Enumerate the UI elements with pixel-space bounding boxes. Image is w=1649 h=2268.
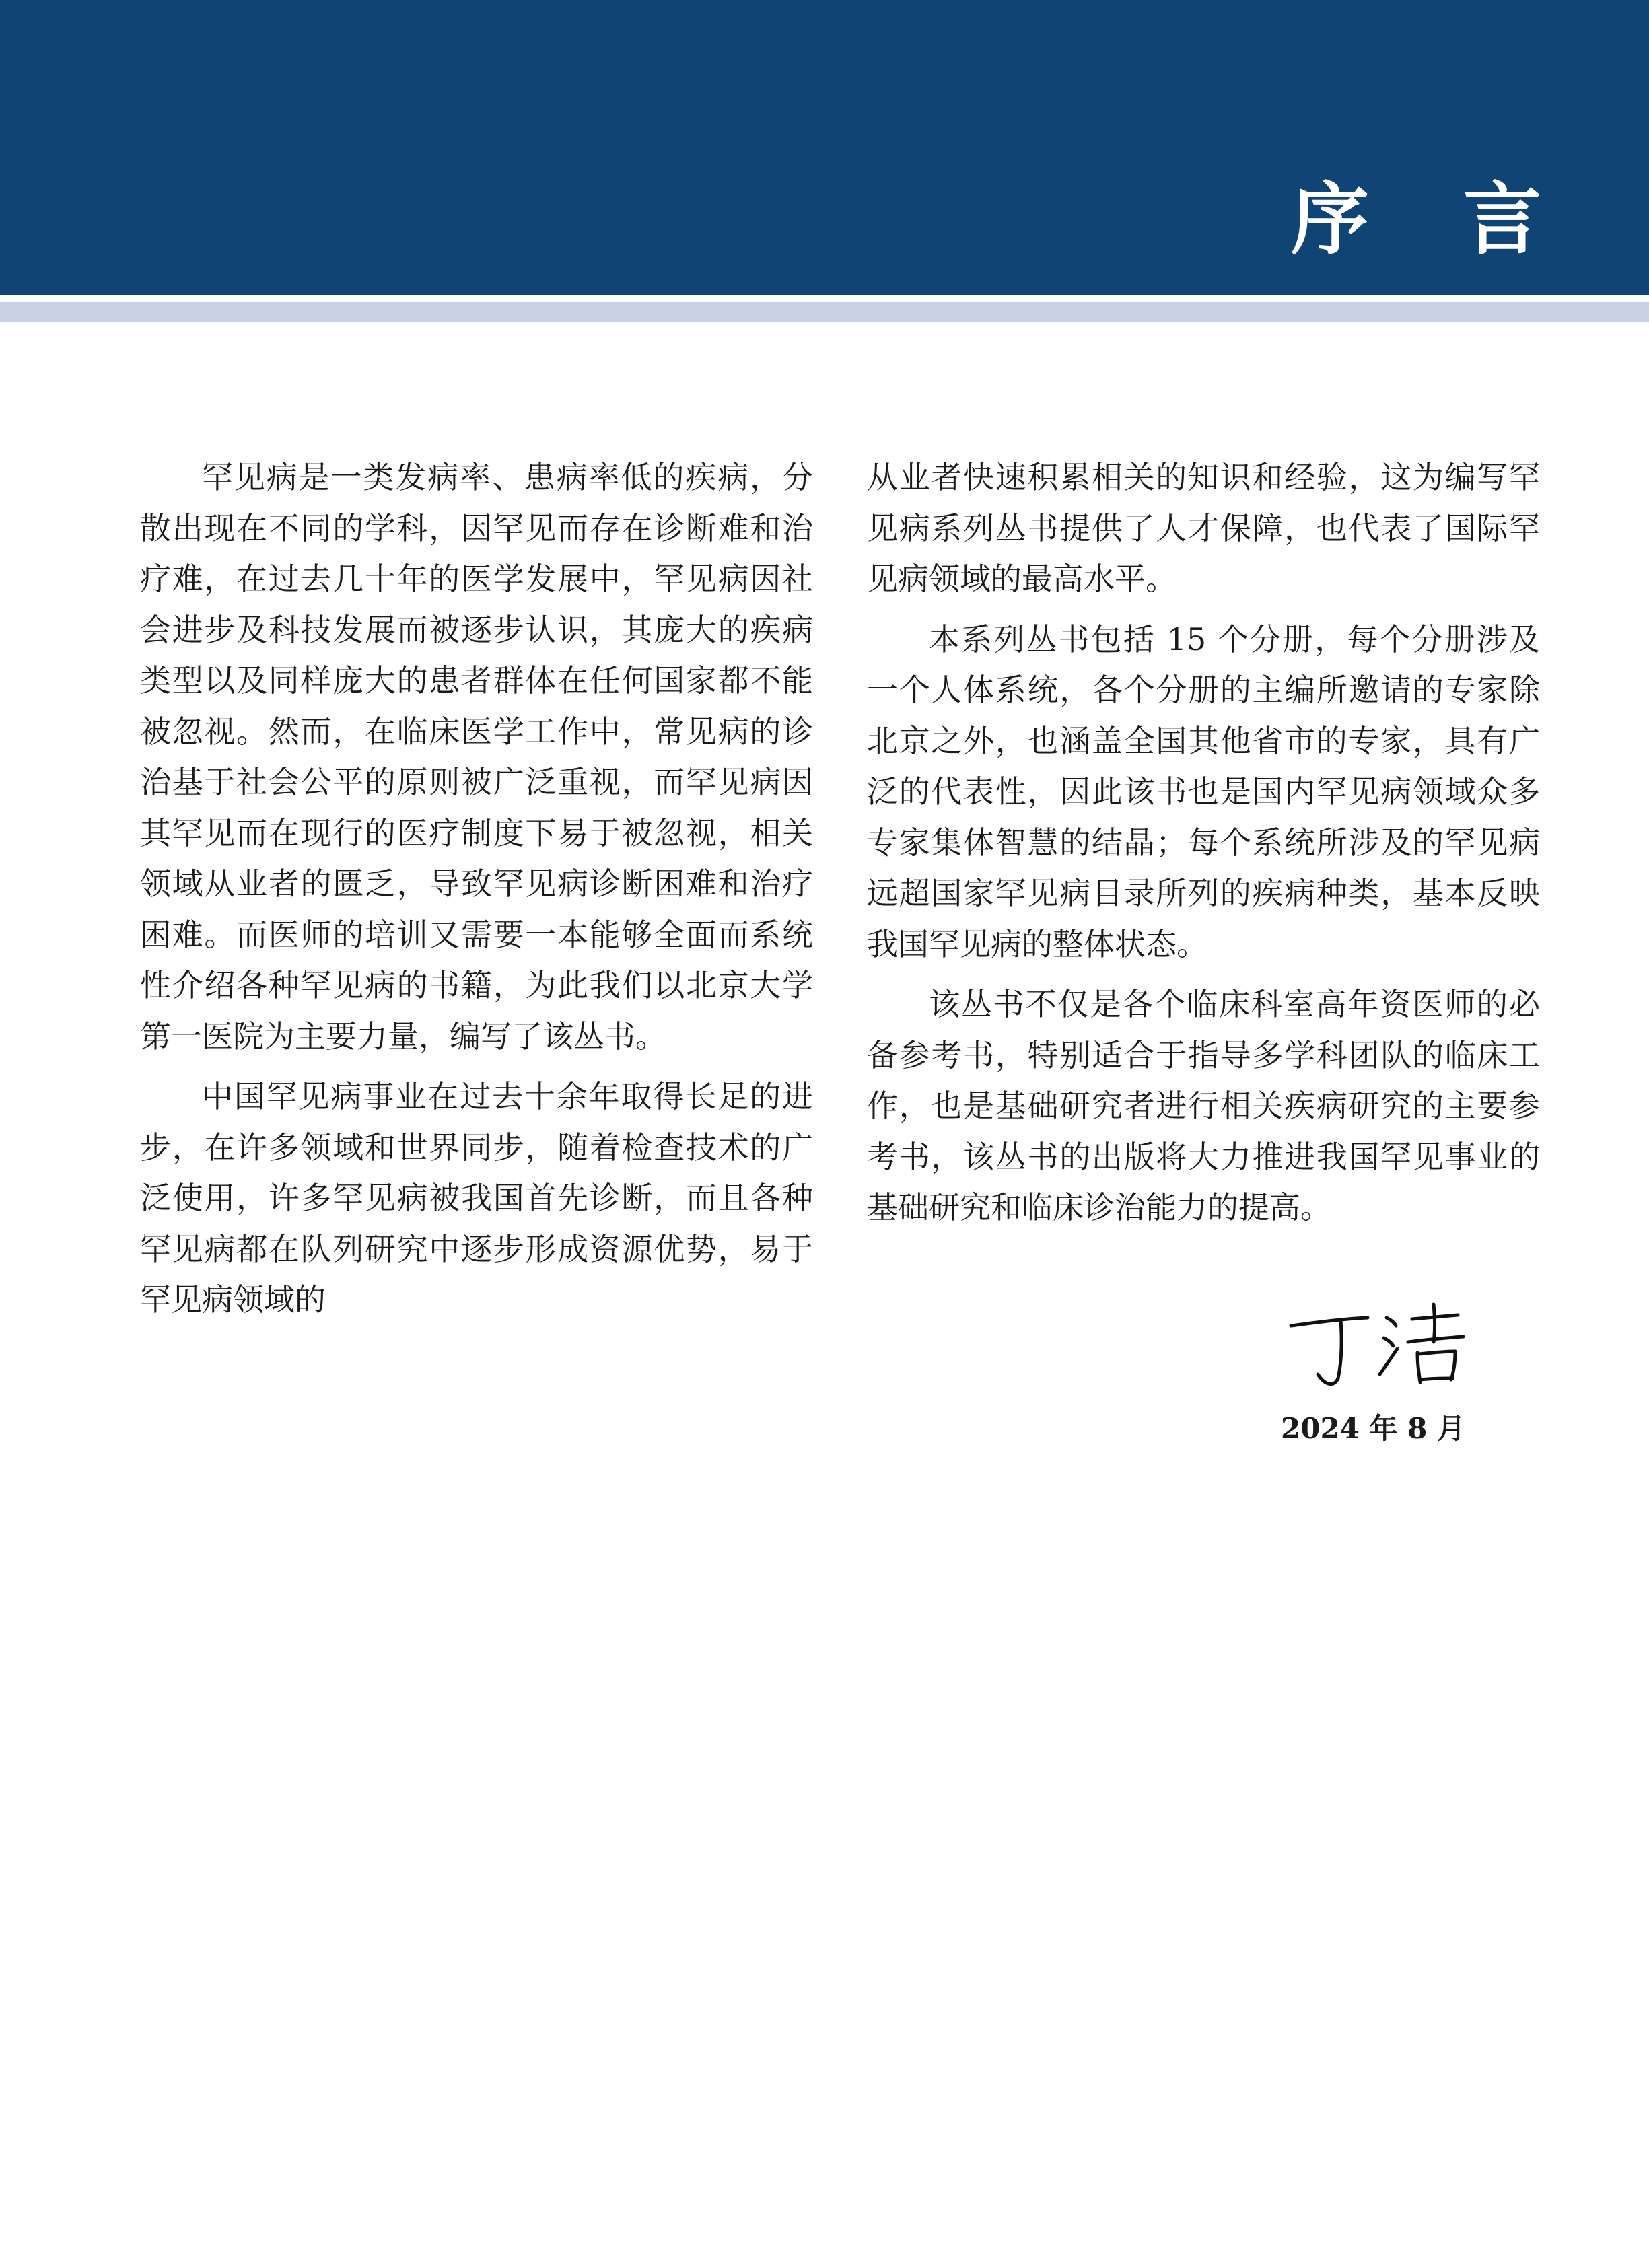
- header-band: [0, 0, 1649, 295]
- page-title: 序言: [1291, 174, 1636, 265]
- header-divider-white: [0, 295, 1649, 302]
- signature-date: 2024 年 8 月: [1281, 1412, 1465, 1445]
- right-column: [867, 452, 1540, 1243]
- paragraph: 本系列丛书包括 15 个分册，每个分册涉及一个人体系统，各个分册的主编所邀请的专家除北京之外，也涵盖全国其他省市的专家，具有广泛的代表性，因此该书也是国内罕见病领域众多专家集体智慧的结晶；每个系统所涉及的罕见病远超国家罕见病目录所列的疾病种类，基本反映我国罕见病的整体状态。: [867, 621, 1540, 962]
- paragraph: 中国罕见病事业在过去十余年取得长足的进步，在许多领域和世界同步，随着检查技术的广泛使用，许多罕见病被我国首先诊断，而且各种罕见病都在队列研究中逐步形成资源优势，易于罕见病领域的: [140, 1078, 813, 1318]
- handwritten-signature: [1286, 1299, 1487, 1393]
- paragraph: 该丛书不仅是各个临床科室高年资医师的必备参考书，特别适合于指导多学科团队的临床工作，也是基础研究者进行相关疾病研究的主要参考书，该丛书的出版将大力推进我国罕见事业的基础研究和临床诊治能力的提高。: [867, 986, 1540, 1226]
- header-divider-light: [0, 302, 1649, 322]
- paragraph-continuation: 从业者快速积累相关的知识和经验，这为编写罕见病系列丛书提供了人才保障，也代表了国际罕见病领域的最高水平。: [867, 459, 1540, 597]
- left-column: [140, 452, 813, 1335]
- paragraph: 罕见病是一类发病率、患病率低的疾病，分散出现在不同的学科，因罕见而存在诊断难和治疗难，在过去几十年的医学发展中，罕见病因社会进步及科技发展而被逐步认识，其庞大的疾病类型以及同样庞大的患者群体在任何国家都不能被忽视。然而，在临床医学工作中，常见病的诊治基于社会公平的原则被广泛重视，而罕见病因其罕见而在现行的医疗制度下易于被忽视，相关领域从业者的匮乏，导致罕见病诊断困难和治疗困难。而医师的培训又需要一本能够全面而系统性介绍各种罕见病的书籍，为此我们以北京大学第一医院为主要力量，编写了该丛书。: [140, 459, 813, 1055]
